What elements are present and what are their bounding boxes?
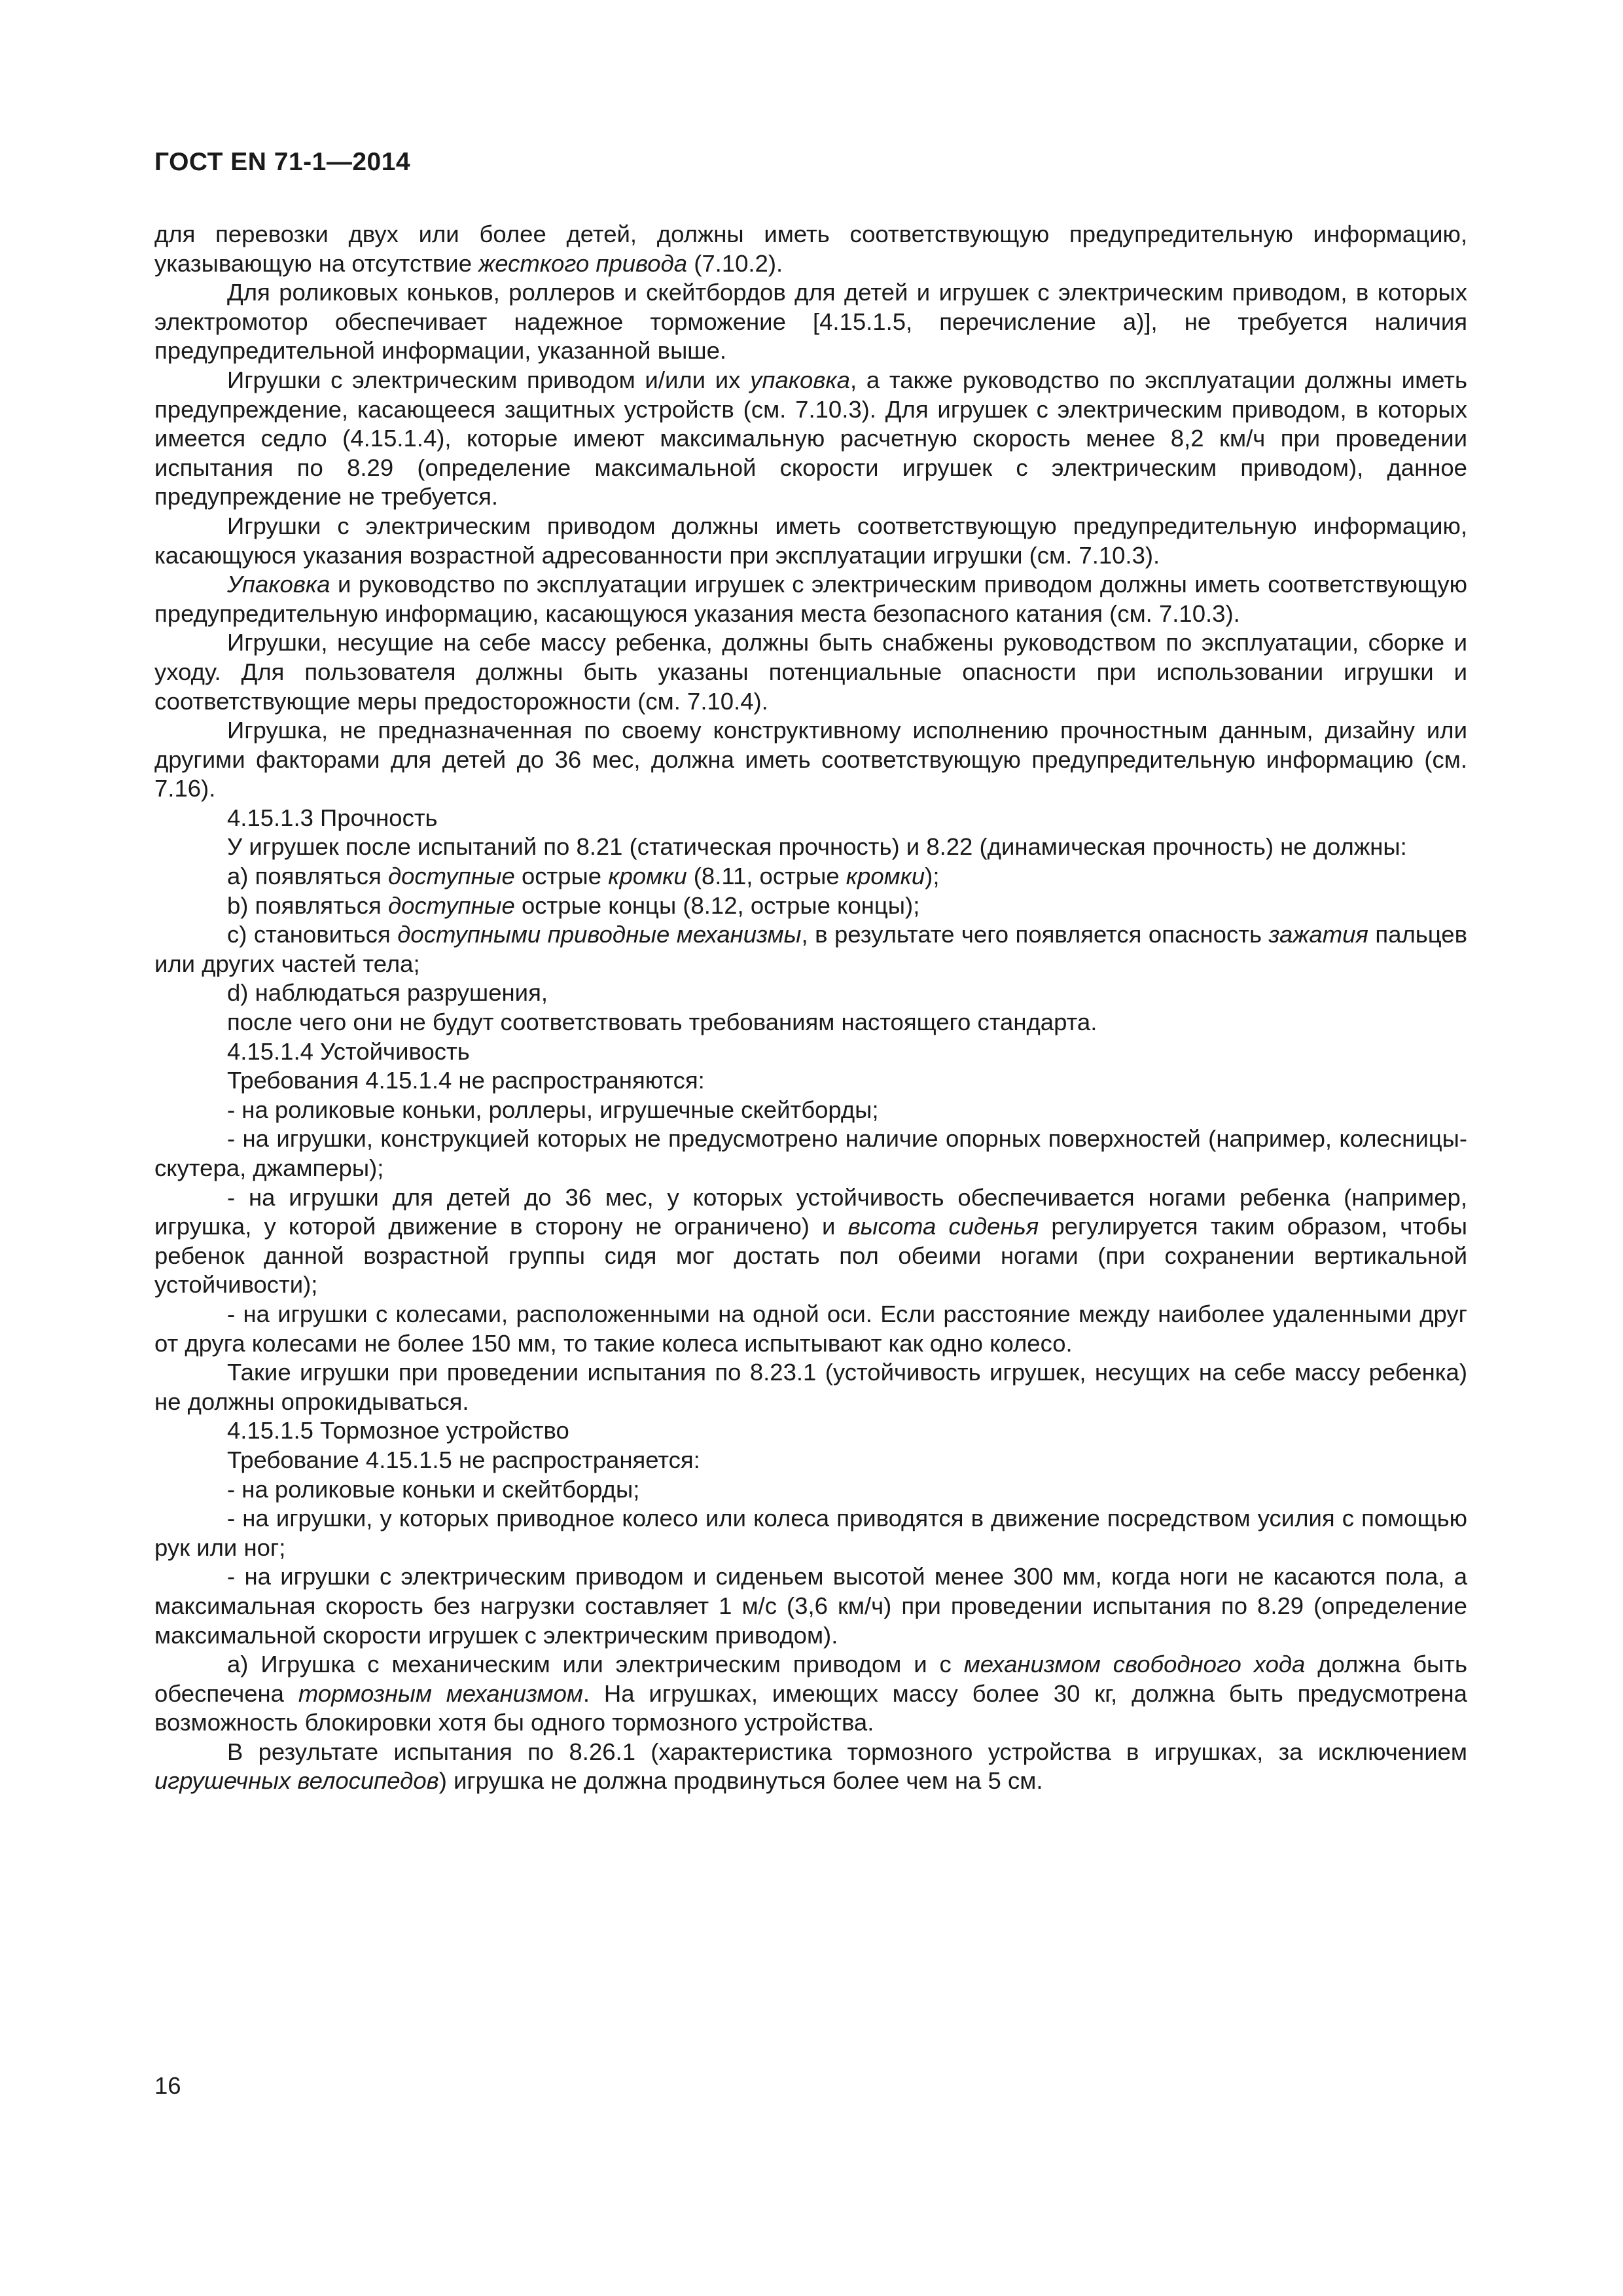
- text-run: пальцев или других частей тела;: [154, 921, 1467, 977]
- text-run: a) Игрушка с механическим или электрическим приводом и с: [227, 1651, 964, 1678]
- paragraph: [154, 278, 1467, 366]
- italic-term: механизмом свободного хода: [963, 1651, 1306, 1678]
- paragraph: [154, 1358, 1467, 1416]
- paragraph: [154, 1037, 1467, 1067]
- text-run: и руководство по эксплуатации игрушек с электрическим приводом должны иметь соответствующую предупредительную информацию, касающуюся указания места безопасного катания (см. 7.10.3).: [154, 571, 1467, 627]
- paragraph: [154, 1183, 1467, 1300]
- text-run: Игрушка, не предназначенная по своему конструктивному исполнению прочностным данным, дизайну или другими факторами для детей до 36 мес, должна иметь соответствующую предупредительную информацию (см. 7.16).: [154, 717, 1467, 802]
- text-run: 4.15.1.5 Тормозное устройство: [227, 1417, 569, 1444]
- text-run: после чего они не будут соответствовать требованиям настоящего стандарта.: [227, 1009, 1097, 1036]
- document-body: [154, 220, 1467, 1796]
- text-run: - на игрушки с электрическим приводом и сиденьем высотой менее 300 мм, когда ноги не касаются пола, а максимальная скорость без нагрузки составляет 1 м/с (3,6 км/ч) при проведении испытания по 8.29 (определение максимальной скорости игрушек с электрическим приводом).: [154, 1563, 1467, 1649]
- text-run: острые: [514, 863, 609, 890]
- italic-term: высота сиденья: [847, 1213, 1039, 1240]
- paragraph: [154, 833, 1467, 862]
- document-header: ГОСТ EN 71-1—2014: [154, 148, 411, 176]
- paragraph: [154, 220, 1467, 278]
- text-run: , а также руководство по эксплуатации должны иметь предупреждение, касающееся защитных устройств (см. 7.10.3). Для игрушек с электрическим приводом, в которых имеется седло (4.15.1.4), которые имеют максимальную расчетную скорость менее 8,2 км/ч при проведении испытания по 8.29 (определение максимальной скорости игрушек с электрическим приводом), данное предупреждение не требуется.: [154, 366, 1467, 511]
- paragraph: [154, 891, 1467, 921]
- text-run: Игрушки, несущие на себе массу ребенка, должны быть снабжены руководством по эксплуатации, сборке и уходу. Для пользователя должны быть указаны потенциальные опасности при использовании игрушки и соответствующие меры предосторожности (см. 7.10.4).: [154, 629, 1467, 715]
- paragraph: [154, 1650, 1467, 1738]
- italic-term: доступные: [387, 863, 515, 890]
- text-run: острые концы (8.12, острые концы);: [514, 891, 920, 919]
- text-run: У игрушек после испытаний по 8.21 (статическая прочность) и 8.22 (динамическая прочность) не должны:: [227, 833, 1407, 861]
- text-run: регулируется таким образом, чтобы ребенок данной возрастной группы сидя мог достать пол обеими ногами (при сохранении вертикальной устойчивости);: [154, 1213, 1468, 1299]
- text-run: - на игрушки для детей до 36 мес, у которых устойчивость обеспечивается ногами ребенка (например, игрушка, у которой движение в сторону не ограничено) и: [154, 1183, 1467, 1240]
- text-run: Требования 4.15.1.4 не распространяются:: [227, 1067, 705, 1094]
- paragraph: [154, 1008, 1467, 1037]
- text-run: c) становиться: [227, 921, 398, 948]
- paragraph: [154, 804, 1467, 833]
- paragraph: [154, 1446, 1467, 1475]
- text-run: );: [925, 863, 940, 890]
- paragraph: [154, 628, 1467, 716]
- text-run: Такие игрушки при проведении испытания по 8.23.1 (устойчивость игрушек, несущих на себе массу ребенка) не должны опрокидываться.: [154, 1359, 1467, 1415]
- paragraph: [154, 978, 1467, 1008]
- text-run: Требование 4.15.1.5 не распространяется:: [227, 1446, 700, 1473]
- text-run: - на роликовые коньки, роллеры, игрушечные скейтборды;: [227, 1096, 879, 1123]
- paragraph: [154, 512, 1467, 570]
- text-run: - на игрушки, у которых приводное колесо или колеса приводятся в движение посредством усилия с помощью рук или ног;: [154, 1505, 1467, 1561]
- text-run: 4.15.1.3 Прочность: [227, 804, 438, 831]
- text-run: - на игрушки, конструкцией которых не предусмотрено наличие опорных поверхностей (например, колесницы-скутера, джамперы);: [154, 1125, 1467, 1181]
- paragraph: [154, 862, 1467, 891]
- italic-term: жесткого привода: [478, 249, 688, 277]
- italic-term: тормозным механизмом: [298, 1679, 583, 1707]
- italic-term: кромки: [846, 863, 925, 890]
- text-run: Игрушки с электрическим приводом должны иметь соответствующую предупредительную информацию, касающуюся указания возрастной адресованности при эксплуатации игрушки (см. 7.10.3).: [154, 512, 1467, 569]
- italic-term: доступными приводные механизмы: [397, 921, 802, 948]
- paragraph: [154, 1562, 1467, 1650]
- paragraph: [154, 1475, 1467, 1505]
- text-run: b) появляться: [227, 891, 388, 919]
- paragraph: [154, 1066, 1467, 1096]
- text-run: В результате испытания по 8.26.1 (характеристика тормозного устройства в игрушках, за исключением: [227, 1738, 1467, 1765]
- text-run: для перевозки двух или более детей, должны иметь соответствующую предупредительную информацию, указывающую на отсутствие: [154, 221, 1467, 277]
- text-run: Игрушки с электрическим приводом и/или их: [227, 366, 751, 393]
- italic-term: игрушечных велосипедов: [154, 1767, 439, 1795]
- text-run: - на игрушки с колесами, расположенными на одной оси. Если расстояние между наиболее удаленными друг от друга колесами не более 150 мм, то такие колеса испытывают как одно колесо.: [154, 1300, 1467, 1357]
- text-run: 4.15.1.4 Устойчивость: [227, 1037, 470, 1065]
- paragraph: [154, 1300, 1467, 1358]
- paragraph: [154, 716, 1467, 804]
- page-number: 16: [154, 2072, 181, 2099]
- paragraph: [154, 570, 1467, 628]
- text-run: , в результате чего появляется опасность: [801, 921, 1269, 948]
- italic-term: Упаковка: [227, 571, 330, 598]
- text-run: - на роликовые коньки и скейтборды;: [227, 1475, 640, 1503]
- italic-term: упаковка: [750, 366, 850, 393]
- text-run: ) игрушка не должна продвинуться более чем на 5 см.: [438, 1767, 1043, 1795]
- paragraph: [154, 920, 1467, 978]
- text-run: (8.11, острые: [687, 863, 846, 890]
- text-run: d) наблюдаться разрушения,: [227, 979, 548, 1007]
- text-run: Для роликовых коньков, роллеров и скейтбордов для детей и игрушек с электрическим приводом, в которых электромотор обеспечивает надежное торможение [4.15.1.5, перечисление а)], не требуется наличия предупредительной информации, указанной выше.: [154, 279, 1467, 365]
- text-run: . На игрушках, имеющих массу более 30 кг, должна быть предусмотрена возможность блокировки хотя бы одного тормозного устройства.: [154, 1679, 1467, 1736]
- italic-term: зажатия: [1268, 921, 1368, 948]
- paragraph: [154, 1096, 1467, 1125]
- italic-term: доступные: [387, 891, 515, 919]
- paragraph: [154, 1416, 1467, 1446]
- paragraph: [154, 366, 1467, 512]
- text-run: должна быть обеспечена: [154, 1651, 1467, 1707]
- italic-term: кромки: [608, 863, 687, 890]
- paragraph: [154, 1738, 1467, 1796]
- text-run: (7.10.2).: [687, 249, 783, 277]
- paragraph: [154, 1124, 1467, 1183]
- text-run: a) появляться: [227, 863, 388, 890]
- paragraph: [154, 1504, 1467, 1562]
